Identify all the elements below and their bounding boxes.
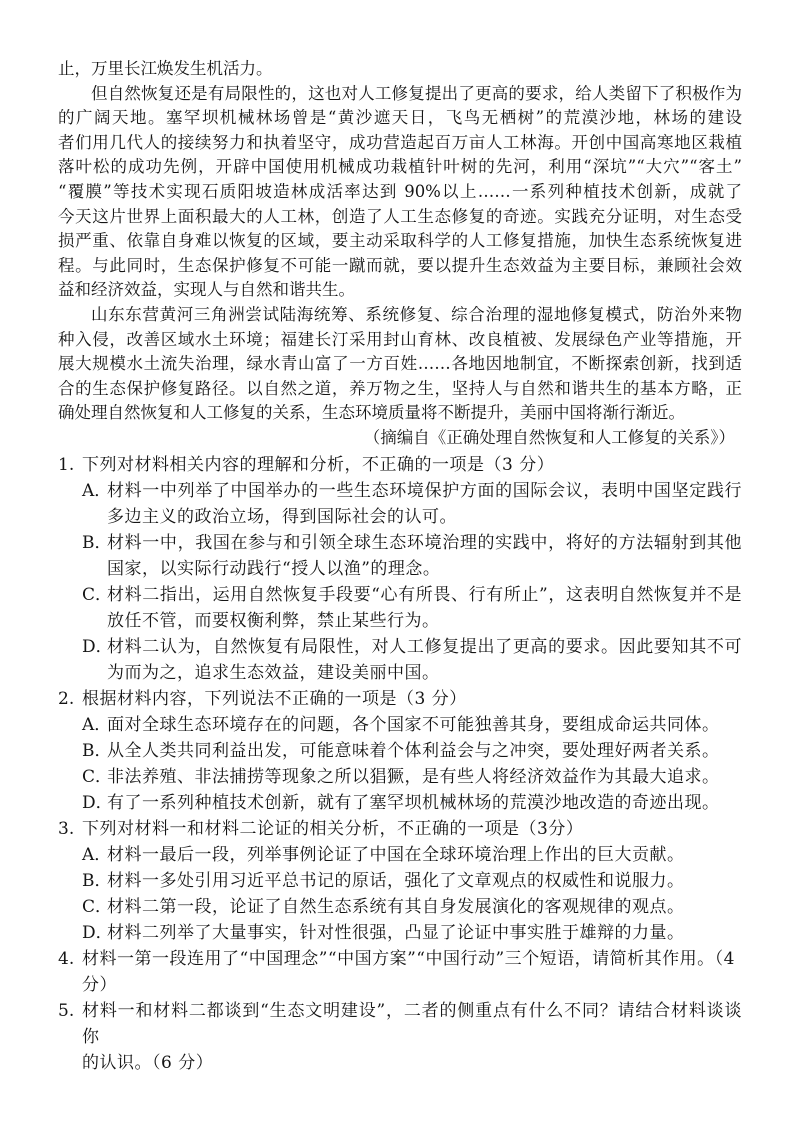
- question-1-option-a: [58, 478, 742, 530]
- option-text: 放任不管，而要权衡利弊，禁止某些行为。: [107, 611, 440, 631]
- material-paragraph-2: [58, 82, 742, 303]
- option-text: 从全人类共同利益出发，可能意味着个体利益会与之冲突，要处理好两者关系。: [107, 741, 720, 761]
- option-text: 材料一多处引用习近平总书记的原话，强化了文章观点的权威性和说服力。: [107, 871, 685, 891]
- option-letter: B．: [82, 741, 112, 761]
- option-letter: B．: [82, 533, 112, 553]
- option-text: 材料一中，我国在参与和引领全球生态环境治理的实践中，将好的方法辐射到其他: [107, 533, 742, 553]
- question-text: 材料一第一段连用了“中国理念”“中国方案”“中国行动”三个短语，请简析其作用。（4 分）: [82, 949, 735, 995]
- question-1-option-d: [58, 634, 742, 686]
- question-1-option-b: [58, 530, 742, 582]
- option-text: 材料一中列举了中国举办的一些生态环境保护方面的国际会议，表明中国坚定践行: [107, 481, 742, 501]
- question-number: 5.: [58, 1001, 75, 1021]
- question-number: 2.: [58, 689, 75, 709]
- option-text: 材料二列举了大量事实，针对性很强，凸显了论证中事实胜于雄辩的力量。: [107, 923, 685, 943]
- paragraph-line: 损严重、依靠自身难以恢复的区域，要主动采取科学的人工修复措施，加快生态系统恢复进: [58, 231, 742, 251]
- option-text: 材料二指出，运用自然恢复手段要“心有所畏、行有所止”，这表明自然恢复并不是: [107, 585, 742, 605]
- option-text: 非法养殖、非法捕捞等现象之所以猖獗，是有些人将经济效益作为其最大追求。: [107, 767, 720, 787]
- question-text: 材料一和材料二都谈到“生态文明建设”，二者的侧重点有什么不同？请结合材料谈谈你: [82, 1001, 742, 1047]
- question-text: 根据材料内容，下列说法不正确的一项是（3 分）: [82, 689, 467, 709]
- option-letter: C．: [82, 767, 113, 787]
- question-text: 下列对材料相关内容的理解和分析，不正确的一项是（3 分）: [82, 455, 555, 475]
- option-letter: A．: [82, 845, 112, 865]
- question-2-option-b: [58, 738, 742, 764]
- paragraph-line: 今天这片世界上面积最大的人工林，创造了人工生态修复的奇迹。实践充分证明，对生态受: [58, 206, 742, 226]
- question-1-option-c: [58, 582, 742, 634]
- material-paragraph-1: [58, 57, 742, 82]
- paragraph-line: 山东东营黄河三角洲尝试陆海统筹、系统修复、综合治理的湿地修复模式，防治外来物: [91, 304, 742, 324]
- reading-material: [58, 57, 742, 451]
- paragraph-line: 益和经济效益，实现人与自然和谐共生。: [58, 280, 355, 300]
- paragraph-line: 但自然恢复还是有局限性的，这也对人工修复提出了更高的要求，给人类留下了积极作为: [91, 83, 742, 103]
- question-text: 下列对材料一和材料二论证的相关分析，不正确的一项是（3分）: [82, 819, 584, 839]
- option-letter: C．: [82, 897, 113, 917]
- option-letter: B．: [82, 871, 112, 891]
- question-text: 的认识。（6 分）: [82, 1053, 214, 1073]
- question-2-option-c: [58, 764, 742, 790]
- option-letter: A．: [82, 481, 112, 501]
- question-4-stem: [58, 946, 742, 998]
- paragraph-line: “覆膜”等技术实现石质阳坡造林成活率达到 90%以上……一系列种植技术创新，成就了: [58, 181, 742, 201]
- question-2-option-d: [58, 790, 742, 816]
- paragraph-line: 种入侵，改善区域水土环境；福建长汀采用封山育林、改良植被、发展绿色产业等措施，开: [58, 329, 742, 349]
- question-2-stem: [58, 686, 742, 712]
- question-list: [58, 452, 742, 1076]
- question-3-option-c: [58, 894, 742, 920]
- option-text: 国家，以实际行动践行“授人以渔”的理念。: [107, 559, 441, 579]
- question-3-option-d: [58, 920, 742, 946]
- source-citation: （摘编自《正确处理自然恢复和人工修复的关系》）: [363, 427, 735, 447]
- paragraph-line: 合的生态保护修复路径。以自然之道，养万物之生，坚持人与自然和谐共生的基本方略，正: [58, 378, 742, 398]
- option-text: 有了一系列种植技术创新，就有了塞罕坝机械林场的荒漠沙地改造的奇迹出现。: [107, 793, 720, 813]
- paragraph-line: 程。与此同时，生态保护修复不可能一蹴而就，要以提升生态效益为主要目标，兼顾社会效: [58, 255, 742, 275]
- paragraph-line: 展大规模水土流失治理，绿水青山富了一方百姓……各地因地制宜，不断探索创新，找到适: [58, 354, 742, 374]
- option-text: 材料一最后一段，列举事例论证了中国在全球环境治理上作出的巨大贡献。: [107, 845, 685, 865]
- question-number: 1.: [58, 455, 75, 475]
- paragraph-line: 者们用几代人的接续努力和执着坚守，成功营造起百万亩人工林海。开创中国高寒地区栽植: [58, 132, 742, 152]
- paragraph-line: 止，万里长江焕发生机活力。: [58, 59, 273, 78]
- option-text: 材料二认为，自然恢复有局限性，对人工修复提出了更高的要求。因此要知其不可: [107, 637, 742, 657]
- question-2-option-a: [58, 712, 742, 738]
- option-letter: C．: [82, 585, 113, 605]
- question-number: 3.: [58, 819, 75, 839]
- question-3-option-a: [58, 842, 742, 868]
- question-1-stem: [58, 452, 742, 478]
- paragraph-line: 确处理自然恢复和人工修复的关系，生态环境质量将不断提升，美丽中国将渐行渐近。: [58, 403, 685, 423]
- paragraph-line: 落叶松的成功先例，开辟中国使用机械成功栽植针叶树的先河，利用“深坑”“大穴”“客土”: [58, 157, 742, 177]
- option-text: 面对全球生态环境存在的问题，各个国家不可能独善其身，要组成命运共同体。: [107, 715, 720, 735]
- option-letter: A．: [82, 715, 112, 735]
- option-letter: D．: [82, 637, 113, 657]
- question-number: 4.: [58, 949, 75, 969]
- question-3-stem: [58, 816, 742, 842]
- question-5-stem: [58, 998, 742, 1076]
- question-3-option-b: [58, 868, 742, 894]
- paragraph-line: 的广阔天地。塞罕坝机械林场曾是“黄沙遮天日，飞鸟无栖树”的荒漠沙地，林场的建设: [58, 108, 742, 128]
- option-letter: D．: [82, 793, 113, 813]
- option-text: 多边主义的政治立场，得到国际社会的认可。: [107, 507, 457, 527]
- material-paragraph-3: [58, 303, 742, 426]
- option-letter: D．: [82, 923, 113, 943]
- option-text: 材料二第一段，论证了自然生态系统有其自身发展演化的客观规律的观点。: [107, 897, 685, 917]
- option-text: 为而为之，追求生态效益，建设美丽中国。: [107, 663, 440, 683]
